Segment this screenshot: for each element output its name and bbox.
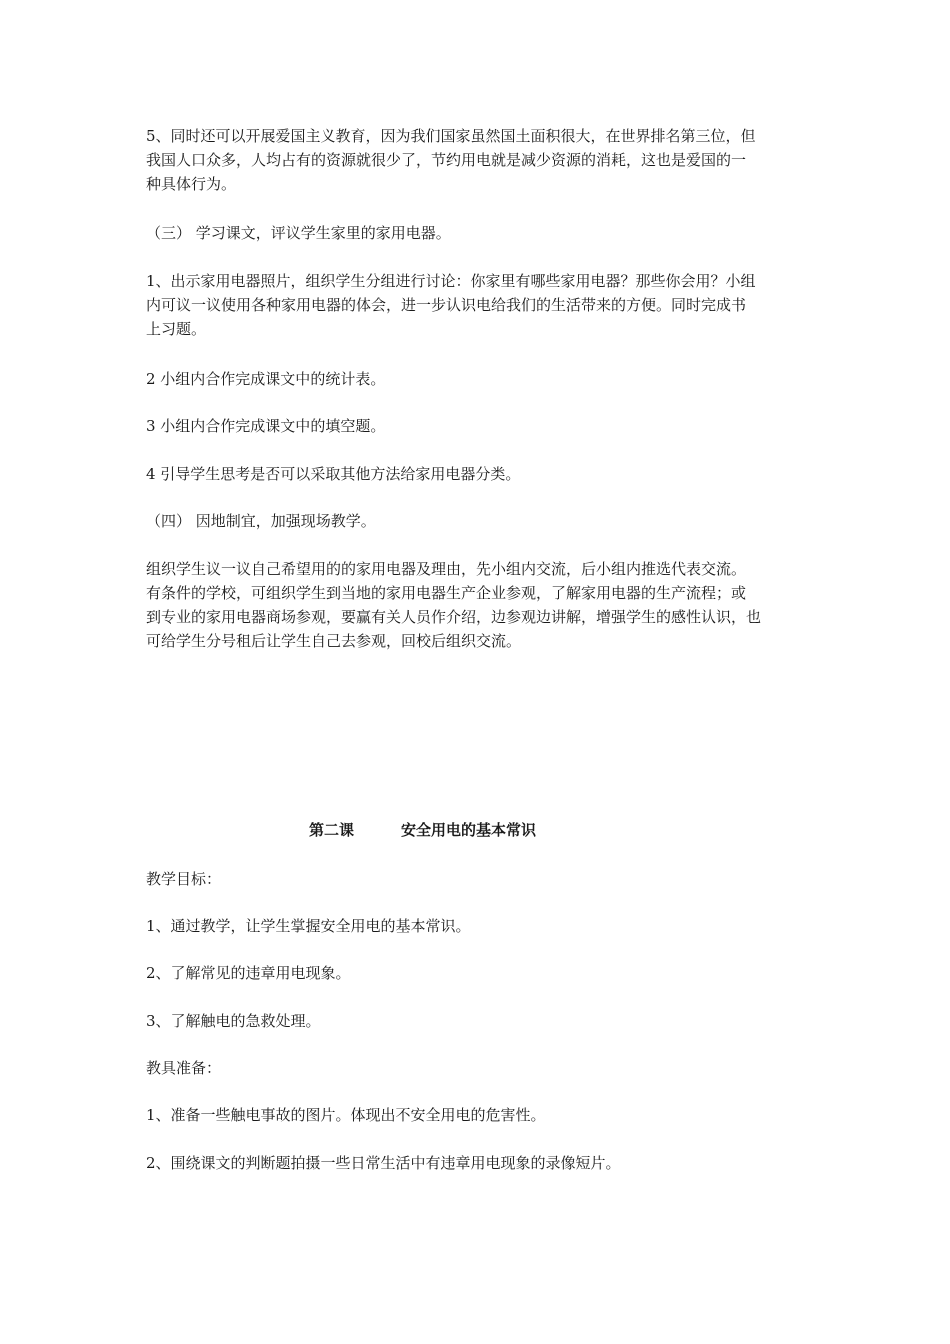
tool-item: 1、准备一些触电事故的图片。体现出不安全用电的危害性。 — [146, 1106, 546, 1124]
lesson-number: 第二课 — [309, 821, 355, 839]
text-line: 组织学生议一议自己希望用的的家用电器及理由，先小组内交流，后小组内推选代表交流。 — [146, 560, 747, 578]
paragraph-field-teaching — [146, 557, 810, 653]
text-line: 上习题。 — [146, 320, 207, 338]
text-line: 1、出示家用电器照片，组织学生分组进行讨论：你家里有哪些家用电器？那些你会用？小组 — [146, 272, 756, 290]
lesson-name: 安全用电的基本常识 — [401, 821, 537, 839]
goals-label: 教学目标： — [146, 870, 222, 888]
paragraph-statistics-table: 2 小组内合作完成课文中的统计表。 — [146, 370, 386, 388]
section-three-heading: （三） 学习课文，评议学生家里的家用电器。 — [146, 224, 451, 242]
goal-item: 3、了解触电的急救处理。 — [146, 1012, 321, 1030]
text-line: 可给学生分号租后让学生自己去参观，回校后组织交流。 — [146, 632, 522, 650]
goal-item: 1、通过教学，让学生掌握安全用电的基本常识。 — [146, 917, 471, 935]
tools-label: 教具准备： — [146, 1059, 222, 1077]
goal-item: 2、了解常见的违章用电现象。 — [146, 964, 351, 982]
text-line: 我国人口众多，人均占有的资源就很少了，节约用电就是减少资源的消耗，这也是爱国的一 — [146, 151, 747, 169]
section-four-heading: （四） 因地制宜，加强现场教学。 — [146, 512, 376, 530]
text-line: 种具体行为。 — [146, 175, 237, 193]
paragraph-patriotism — [146, 124, 810, 196]
text-line: 5、同时还可以开展爱国主义教育，因为我们国家虽然国土面积很大，在世界排名第三位，但 — [146, 127, 756, 145]
tool-item: 2、围绕课文的判断题拍摄一些日常生活中有违章用电现象的录像短片。 — [146, 1154, 621, 1172]
paragraph-classification: 4 引导学生思考是否可以采取其他方法给家用电器分类。 — [146, 465, 521, 483]
text-line: 内可议一议使用各种家用电器的体会，进一步认识电给我们的生活带来的方便。同时完成书 — [146, 296, 747, 314]
paragraph-discussion — [146, 269, 810, 341]
paragraph-fill-in-blank: 3 小组内合作完成课文中的填空题。 — [146, 417, 386, 435]
text-line: 到专业的家用电器商场参观，要赢有关人员作介绍，边参观边讲解，增强学生的感性认识，也 — [146, 608, 762, 626]
text-line: 有条件的学校，可组织学生到当地的家用电器生产企业参观，了解家用电器的生产流程；或 — [146, 584, 747, 602]
